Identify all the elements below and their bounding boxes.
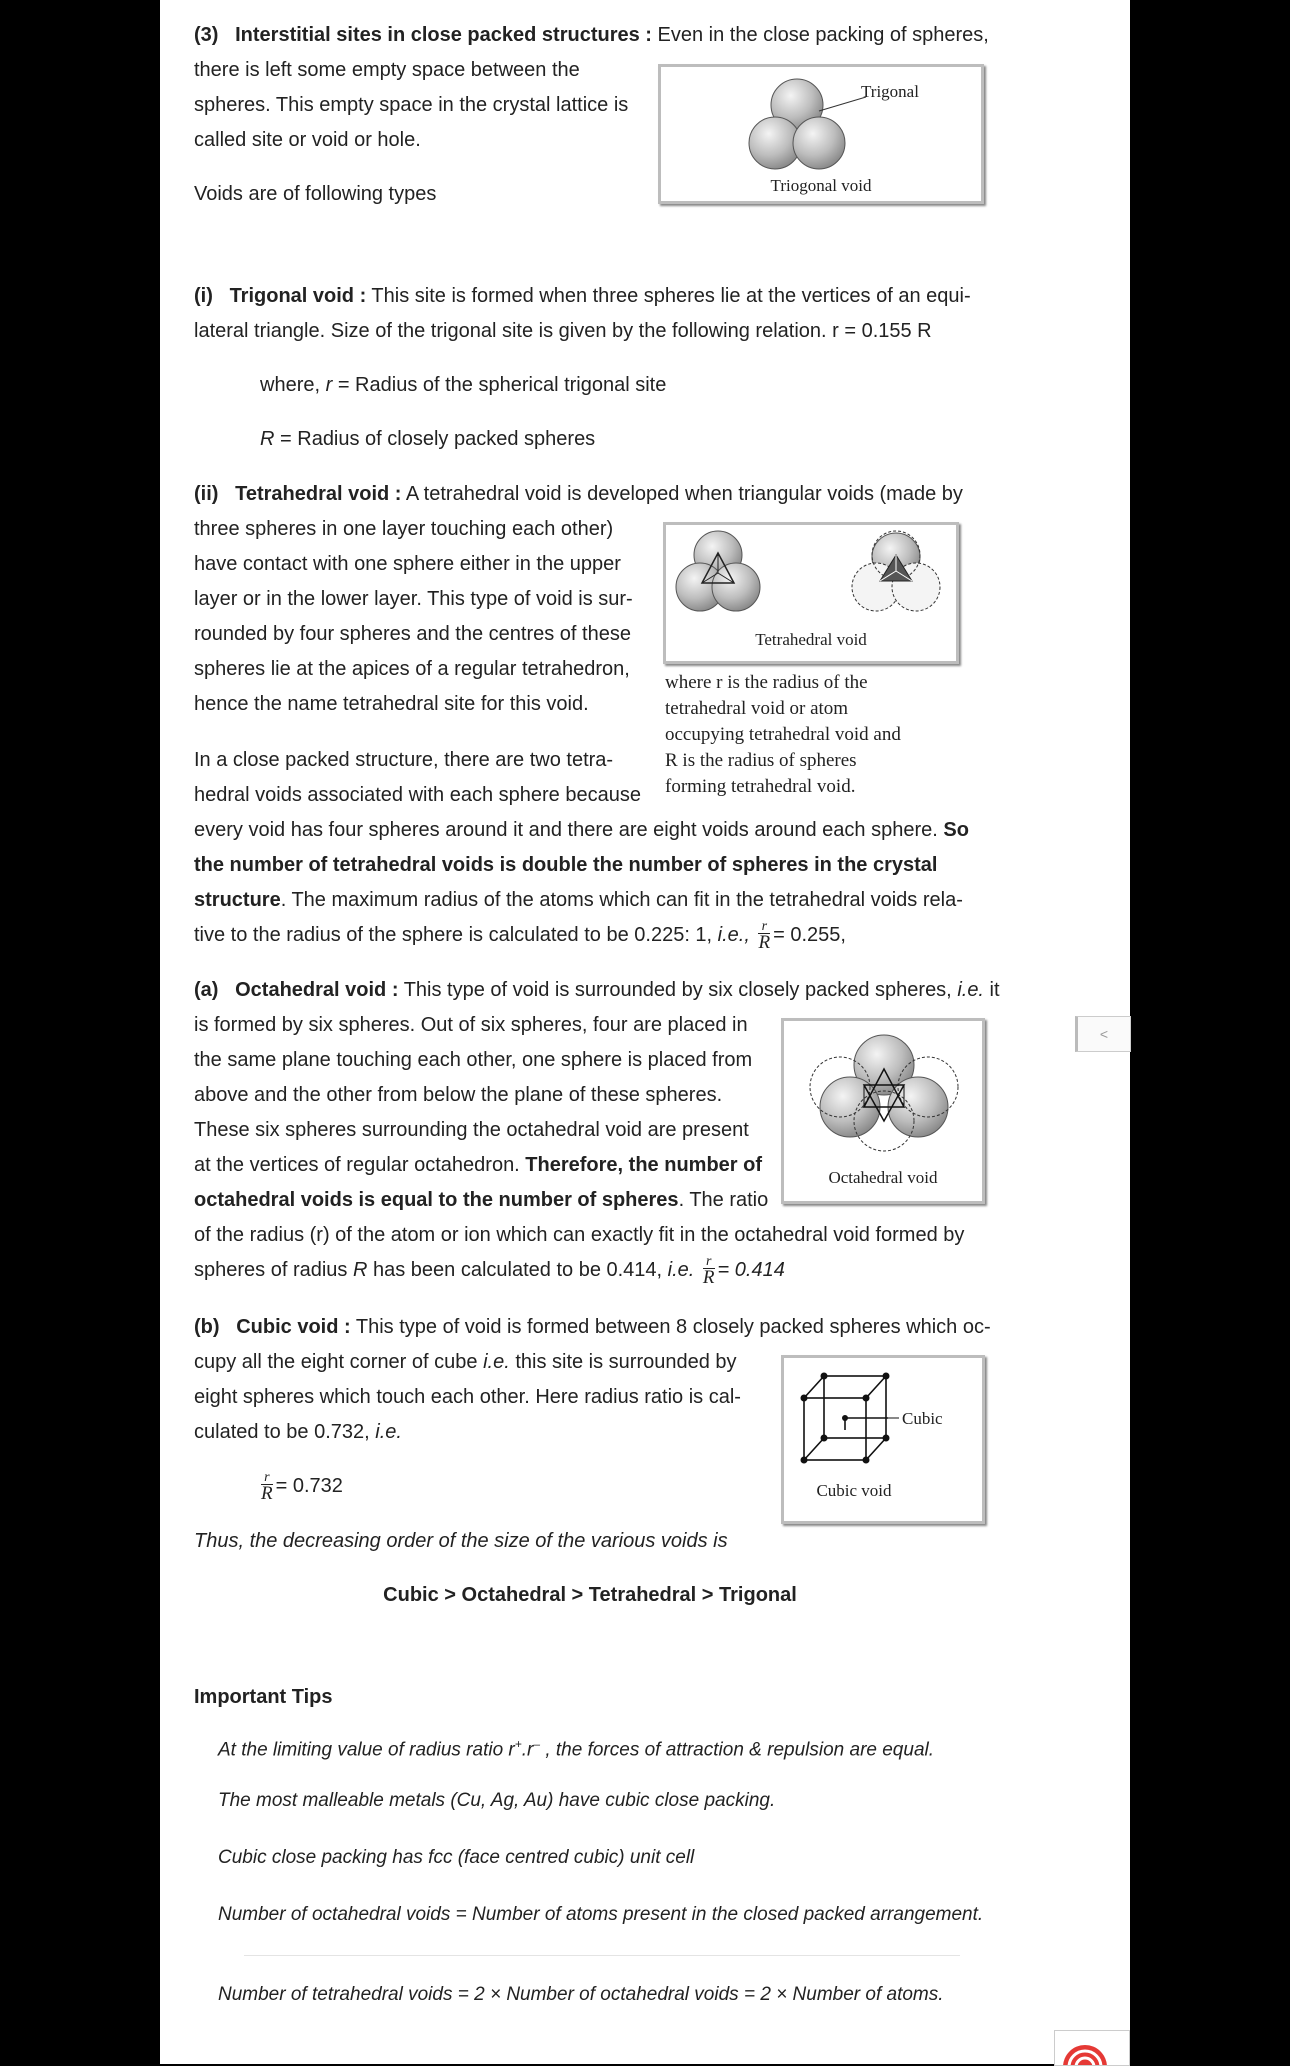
R-definition: = Radius of closely packed spheres — [274, 428, 596, 450]
octahedral-text: spheres of radius — [194, 1259, 353, 1281]
trigonal-figure-label: Trigonal — [861, 82, 919, 101]
tip-text: At the limiting value of radius ratio r — [218, 1739, 515, 1761]
cubic-text: cupy all the eight corner of cube — [194, 1351, 478, 1373]
trigonal-number: (i) — [194, 285, 213, 307]
trigonal-title: Trigonal void : — [229, 285, 367, 307]
octahedral-line: is formed by six spheres. Out of six spheres, four are placed in — [194, 1014, 748, 1036]
cubic-text: this site is surrounded by — [509, 1351, 737, 1373]
tetrahedral-line: have contact with one sphere either in the upper — [194, 553, 621, 575]
section3-heading: Interstitial sites in close packed structures : — [235, 24, 652, 46]
trigonal-figure-caption: Triogonal void — [770, 176, 872, 195]
cubic-line: eight spheres which touch each other. Here radius ratio is cal- — [194, 1386, 741, 1408]
octahedral-line: the same plane touching each other, one sphere is placed from — [194, 1049, 753, 1071]
tetrahedral-note-line: tetrahedral void or atom — [665, 698, 849, 719]
cubic-heading-line — [194, 1310, 991, 1345]
tetrahedral-line: rounded by four spheres and the centres of these — [194, 623, 631, 645]
tetrahedral-line: spheres lie at the apices of a regular tetrahedron, — [194, 658, 630, 680]
tetrahedral-ratio-fraction — [758, 920, 770, 952]
octahedral-line7 — [194, 1183, 768, 1218]
octahedral-number: (a) — [194, 979, 219, 1001]
fraction-numerator: r — [261, 1471, 273, 1485]
tetrahedral-structure-text: . The maximum radius of the atoms which can fit in the tetrahedral voids rela- — [280, 889, 963, 911]
tetrahedral-ratio-value: = 0.255, — [773, 924, 846, 946]
fraction-denominator: R — [758, 931, 771, 953]
chevron-left-icon: < — [1099, 1026, 1109, 1042]
side-collapse-tab[interactable] — [1075, 1016, 1131, 1052]
floating-action-badge[interactable] — [1054, 2030, 1130, 2066]
fraction-numerator: r — [703, 1255, 715, 1269]
tetrahedral-line: three spheres in one layer touching each other) — [194, 518, 614, 540]
tetrahedral-bold-so: So — [937, 819, 969, 841]
octahedral-heading-line — [194, 973, 1000, 1008]
void-order-sequence: Cubic > Octahedral > Tetrahedral > Trigonal — [383, 1584, 797, 1606]
cubic-ie: i.e. — [375, 1421, 402, 1443]
tip-item — [218, 1730, 934, 1764]
section3-line: called site or void or hole. — [194, 129, 421, 151]
tetrahedral-bold-text: the number of tetrahedral voids is double the number of spheres in the crystal — [194, 854, 938, 876]
tetrahedral-bold-line — [194, 848, 937, 883]
octahedral-ie: i.e. — [667, 1259, 695, 1281]
tetrahedral-note-line: occupying tetrahedral void and — [665, 724, 901, 745]
fraction-numerator: r — [758, 920, 770, 934]
cubic-figure-caption: Cubic void — [816, 1481, 892, 1500]
section3-line: spheres. This empty space in the crystal lattice is — [194, 94, 629, 116]
tetrahedral-note-line: R is the radius of spheres — [665, 750, 857, 771]
trigonal-heading-line — [194, 279, 971, 314]
cubic-ratio-value: = 0.732 — [275, 1475, 343, 1497]
tetrahedral-line: hence the name tetrahedral site for this void. — [194, 693, 589, 715]
tetrahedral-bold-structure: structure — [194, 889, 281, 911]
cubic-text: culated to be 0.732, — [194, 1421, 370, 1443]
octahedral-figure-caption: Octahedral void — [828, 1168, 938, 1187]
tip-item: Cubic close packing has fcc (face centred cubic) unit cell — [218, 1847, 695, 1868]
cubic-number: (b) — [194, 1316, 220, 1338]
tetrahedral-text: A tetrahedral void is developed when triangular voids (made by — [401, 483, 963, 505]
tetrahedral-para2-line: hedral voids associated with each sphere because — [194, 784, 641, 806]
trigonal-text: This site is formed when three spheres lie at the vertices of an equi- — [366, 285, 971, 307]
section3-line: there is left some empty space between the — [194, 59, 580, 81]
octahedral-text: at the vertices of regular octahedron. — [194, 1154, 520, 1176]
tetrahedral-para2-line: In a close packed structure, there are two tetra- — [194, 749, 614, 771]
cubic-figure-label: Cubic — [902, 1409, 943, 1428]
octahedral-ratio-value: = 0.414 — [717, 1259, 785, 1281]
tip-text: , the forces of attraction & repulsion are equal. — [540, 1739, 935, 1761]
tip-item: Number of octahedral voids = Number of atoms present in the closed packed arrangement. — [218, 1904, 984, 1925]
where-prefix: where, — [260, 374, 326, 396]
cubic-line2 — [194, 1345, 737, 1380]
tetrahedral-note-line: where r is the radius of the — [665, 672, 868, 693]
octahedral-title: Octahedral void : — [235, 979, 399, 1001]
where-var: r — [325, 374, 333, 396]
tip-text: .r — [521, 1739, 534, 1761]
cubic-ie: i.e. — [483, 1351, 510, 1373]
cubic-text: This type of void is formed between 8 closely packed spheres which oc- — [350, 1316, 991, 1338]
octahedral-void-figure — [781, 1018, 985, 1204]
cubic-title: Cubic void : — [236, 1316, 351, 1338]
octahedral-text: This type of void is surrounded by six closely packed spheres, — [398, 979, 952, 1001]
octahedral-text: . The ratio — [678, 1189, 769, 1211]
where-definition: = Radius of the spherical trigonal site — [332, 374, 667, 396]
tip-item: The most malleable metals (Cu, Ag, Au) have cubic close packing. — [218, 1790, 776, 1811]
tip-item: Number of tetrahedral voids = 2 × Number of octahedral voids = 2 × Number of atoms. — [218, 1984, 944, 2005]
R-var: R — [260, 428, 275, 450]
octahedral-line6 — [194, 1148, 762, 1183]
order-intro: Thus, the decreasing order of the size of the various voids is — [194, 1530, 728, 1552]
tetrahedral-note-line: forming tetrahedral void. — [665, 776, 856, 797]
tetrahedral-para2-text: every void has four spheres around it and there are eight voids around each sphere. — [194, 819, 938, 841]
octahedral-text-end: it — [984, 979, 1000, 1001]
tetrahedral-figure-caption: Tetrahedral void — [755, 630, 867, 649]
tip-superscript: + — [514, 1737, 522, 1751]
trigonal-line: lateral triangle. Size of the trigonal site is given by the following relation. r = 0.155 R — [194, 320, 932, 342]
tetrahedral-ie: i.e., — [717, 924, 750, 946]
section3-heading-line — [194, 18, 989, 53]
cubic-ratio-line — [258, 1469, 343, 1504]
trigonal-void-figure — [658, 64, 984, 204]
octahedral-line: of the radius (r) of the atom or ion which can exactly fit in the octahedral void formed by — [194, 1224, 965, 1246]
octahedral-line: These six spheres surrounding the octahedral void are present — [194, 1119, 749, 1141]
octahedral-bold-text: Therefore, the number of — [519, 1154, 762, 1176]
document-page — [160, 0, 1130, 2064]
tetrahedral-title: Tetrahedral void : — [235, 483, 402, 505]
octahedral-ratio-line — [194, 1253, 785, 1288]
cubic-ratio-fraction — [261, 1471, 273, 1503]
tetrahedral-ratio-line — [194, 918, 846, 953]
octahedral-ratio-fraction — [703, 1255, 715, 1287]
badge-logo-icon — [1055, 2031, 1129, 2065]
cubic-void-figure — [781, 1355, 985, 1524]
tetrahedral-line: layer or in the lower layer. This type of void is sur- — [194, 588, 633, 610]
tip-superscript: – — [533, 1737, 541, 1751]
tetrahedral-void-figure — [663, 522, 959, 664]
tetrahedral-heading-line — [194, 477, 963, 512]
tetrahedral-para2-line3 — [194, 813, 969, 848]
fraction-denominator: R — [702, 1266, 715, 1288]
section3-intro: Even in the close packing of spheres, — [651, 24, 989, 46]
important-tips-heading: Important Tips — [194, 1686, 333, 1708]
cubic-line4 — [194, 1415, 402, 1450]
fraction-denominator: R — [261, 1482, 273, 1504]
trigonal-R-line — [260, 422, 595, 457]
tetrahedral-structure-line — [194, 883, 963, 918]
tetrahedral-number: (ii) — [194, 483, 219, 505]
octahedral-text: has been calculated to be 0.414, — [367, 1259, 663, 1281]
section3-number: (3) — [194, 24, 219, 46]
octahedral-R: R — [352, 1259, 368, 1281]
tip-divider — [244, 1955, 960, 1956]
octahedral-line: above and the other from below the plane of these spheres. — [194, 1084, 723, 1106]
voids-types-text: Voids are of following types — [194, 183, 437, 205]
tetrahedral-note — [665, 670, 985, 800]
octahedral-bold-text: octahedral voids is equal to the number of spheres — [194, 1189, 679, 1211]
tetrahedral-ratio-text: tive to the radius of the sphere is calculated to be 0.225: 1, — [194, 924, 713, 946]
trigonal-where-line — [260, 368, 666, 403]
octahedral-ie: i.e. — [957, 979, 984, 1001]
